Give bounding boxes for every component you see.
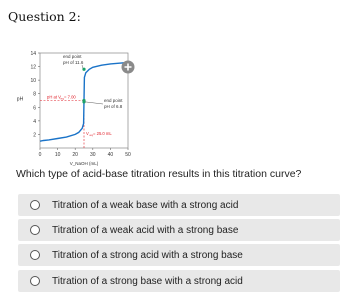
y-tick-label: 6 <box>33 105 36 112</box>
answer-option-2[interactable] <box>18 219 340 241</box>
veq-label: V <box>86 131 89 136</box>
answer-option-1[interactable] <box>18 194 340 216</box>
answer-option-4[interactable] <box>18 270 340 292</box>
end-point-right-label-line2: pH of 6.8 <box>104 104 123 109</box>
y-tick-label: 12 <box>30 64 36 71</box>
x-tick-label: 40 <box>107 152 114 158</box>
veq-value: = 25.0 mL <box>93 131 112 136</box>
end-point-right-label-line1: end point <box>104 98 123 103</box>
end-point-top-label-line2: pH of 11.6 <box>63 60 84 65</box>
y-axis-label: pH <box>16 96 24 103</box>
x-tick-label: 0 <box>38 152 42 158</box>
x-tick-label: 20 <box>72 152 78 158</box>
end-point-top-leader <box>82 65 83 68</box>
y-tick-label: 4 <box>33 118 36 125</box>
ph-at-veq-subscript: eq <box>60 96 64 101</box>
veq-subscript: eq <box>89 133 93 137</box>
x-tick-label: 10 <box>54 152 61 158</box>
equivalence-point-marker <box>82 99 85 102</box>
question-text: Which type of acid-base titration results in this titration curve? <box>16 168 302 180</box>
end-point-right-leader <box>85 102 103 104</box>
end-point-top-label-line1: end point <box>63 54 82 59</box>
x-tick-label: 50 <box>125 152 131 158</box>
answer-option-3[interactable] <box>18 244 340 266</box>
radio-icon[interactable] <box>30 276 40 286</box>
y-tick-label: 10 <box>30 78 36 85</box>
answer-option-label: Titration of a strong acid with a strong base <box>52 249 243 261</box>
y-tick-label: 14 <box>30 51 36 57</box>
question-title: Question 2: <box>8 9 81 24</box>
radio-icon[interactable] <box>30 225 40 235</box>
y-tick-label: 2 <box>33 132 36 139</box>
x-axis-label: V_NaOH (mL) <box>69 161 99 166</box>
radio-icon[interactable] <box>30 200 40 210</box>
ph-at-veq-label: pH at V <box>47 94 61 100</box>
answer-option-label: Titration of a strong base with a strong acid <box>52 275 243 287</box>
ph-at-veq-value: = 7.00 <box>64 94 76 100</box>
answer-option-label: Titration of a weak acid with a strong base <box>52 224 239 236</box>
y-tick-label: 8 <box>33 91 36 98</box>
answer-option-label: Titration of a weak base with a strong acid <box>52 199 239 211</box>
radio-icon[interactable] <box>30 250 40 260</box>
x-tick-label: 30 <box>90 152 96 158</box>
